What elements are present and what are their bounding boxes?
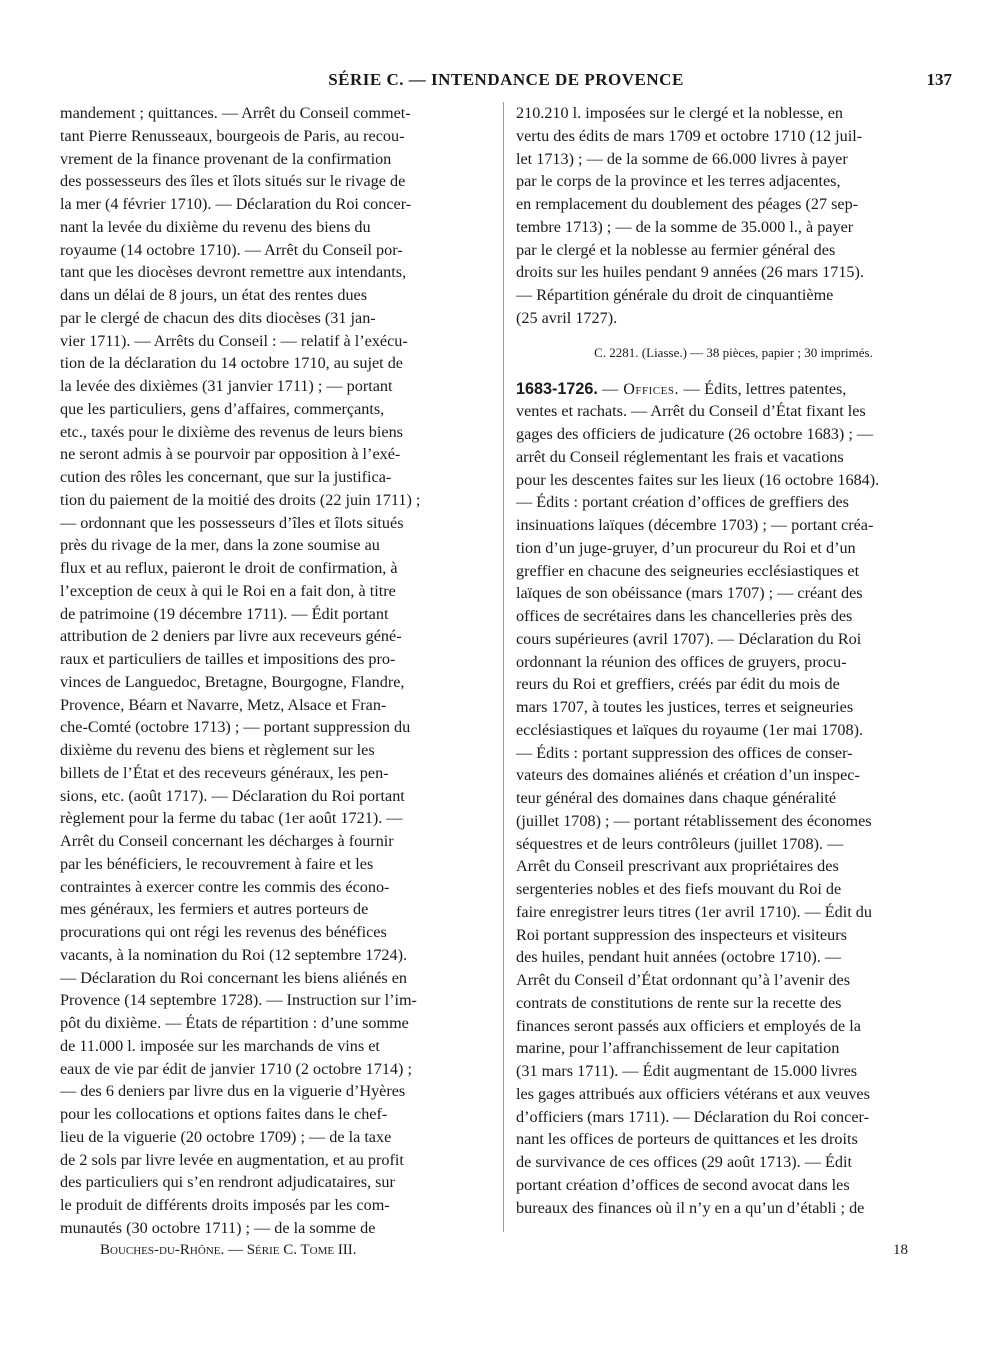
text-line: des particuliers qui s’en rendront adjudicataires, sur: [60, 1173, 395, 1192]
text-line: etc., taxés pour le dixième des revenus de leurs biens: [60, 422, 403, 441]
running-title: SÉRIE C. — INTENDANCE DE PROVENCE: [328, 70, 684, 89]
text-line: par le corps de la province et les terres adjacentes,: [516, 172, 841, 191]
entry-body: [516, 400, 951, 1219]
archive-reference: C. 2281. (Liasse.) — 38 pièces, papier ; 30 imprimés.: [594, 344, 873, 360]
text-line: — Édits : portant création d’offices de greffiers des: [516, 493, 849, 512]
text-line: Roi portant suppression des inspecteurs et visiteurs: [516, 925, 847, 944]
text-line: portant création d’offices de second avocat dans les: [516, 1175, 850, 1194]
text-line: nant la levée du dixième du revenu des biens du: [60, 217, 371, 236]
text-line: procurations qui ont régi les revenus des bénéfices: [60, 923, 387, 941]
entry-dates: 1683-1726.: [516, 379, 598, 398]
text-line: pour les collocations et options faites dans le chef-: [60, 1105, 388, 1123]
text-line: tion du paiement de la moitié des droits (22 juin 1711) ;: [60, 490, 421, 509]
text-line: Arrêt du Conseil d’État ordonnant qu’à l’avenir des: [516, 971, 850, 989]
text-line: (juillet 1708) ; — portant rétablissement des économes: [516, 811, 872, 830]
text-line: ventes et rachats. — Arrêt du Conseil d’État fixant les: [516, 402, 866, 421]
text-line: faire enregistrer leurs titres (1er avril 1710). — Édit du: [516, 902, 872, 921]
text-line: de patrimoine (19 décembre 1711). — Édit portant: [60, 604, 389, 623]
text-line: la mer (4 février 1710). — Déclaration du Roi concer-: [60, 195, 412, 213]
text-line: flux et au reflux, paieront le droit de confirmation, à: [60, 559, 398, 577]
text-line: tion d’un juge-gruyer, d’un procureur du Roi et d’un: [516, 538, 856, 557]
text-line: près du rivage de la mer, dans la zone soumise au: [60, 536, 380, 555]
text-line: vier 1711). — Arrêts du Conseil : — relatif à l’exécu-: [60, 331, 408, 350]
entry-subject: — Offices. —: [601, 379, 701, 398]
text-line: cution des rôles les concernant, que sur la justifica-: [60, 468, 392, 486]
text-line: Provence, Béarn et Navarre, Metz, Alsace et Fran-: [60, 695, 387, 714]
text-line: — ordonnant que les possesseurs d’îles et îlots situés: [60, 513, 404, 532]
text-line: mes généraux, les fermiers et autres porteurs de: [60, 900, 369, 919]
text-line: par le clergé et la noblesse au fermier général des: [516, 240, 836, 259]
text-line: les gages attribués aux officiers vétérans et aux veuves: [516, 1084, 870, 1103]
text-line: mandement ; quittances. — Arrêt du Conseil commet-: [60, 104, 411, 122]
text-line: de 2 sols par livre levée en augmentation, et au profit: [60, 1150, 404, 1169]
text-line: contraintes à exercer contre les commis des écono-: [60, 877, 390, 896]
text-line: vrement de la finance provenant de la confirmation: [60, 149, 392, 168]
text-line: reurs du Roi et greffiers, créés par édit du mois de: [516, 675, 840, 694]
page-footer: [100, 1242, 908, 1266]
text-line: let 1713) ; — de la somme de 66.000 livres à payer: [516, 149, 848, 168]
footer-volume: Bouches-du-Rhône. — Série C. Tome III.: [100, 1242, 357, 1258]
text-line: tion de la déclaration du 14 octobre 1710, au sujet de: [60, 354, 403, 373]
text-line: par les bénéficiers, le recouvrement à faire et les: [60, 854, 374, 873]
text-line: ne seront admis à se pourvoir par opposition à l’exé-: [60, 445, 401, 464]
text-line: mars 1707, à toutes les justices, terres et seigneuries: [516, 698, 854, 716]
text-line: le produit de différents droits imposés par les com-: [60, 1196, 390, 1214]
text-line: tant que les diocèses devront remettre aux intendants,: [60, 263, 407, 282]
text-line: cours supérieures (avril 1707). — Déclaration du Roi: [516, 629, 862, 648]
entry-heading-rest: Édits, lettres patentes,: [700, 379, 847, 398]
text-line: de 11.000 l. imposée sur les marchands de vins et: [60, 1036, 380, 1055]
text-line: laïques de son obéissance (mars 1707) ; — créant des: [516, 584, 863, 603]
text-line: pour les descentes faites sur les lieux (16 octobre 1684).: [516, 470, 880, 489]
text-line: dixième du revenu des biens et règlement sur les: [60, 741, 375, 759]
text-line: marine, pour l’affranchissement de leur capitation: [516, 1039, 840, 1058]
text-line: de survivance de ces offices (29 août 1713). — Édit: [516, 1153, 852, 1171]
page-number: 137: [926, 70, 952, 89]
text-line: vinces de Languedoc, Bretagne, Bourgogne, Flandre,: [60, 672, 405, 691]
text-line: royaume (14 octobre 1710). — Arrêt du Conseil por-: [60, 240, 403, 259]
text-line: gages des officiers de judicature (26 octobre 1683) ; —: [516, 425, 874, 443]
text-line: insinuations laïques (décembre 1703) ; — portant créa-: [516, 516, 874, 534]
left-column: [60, 102, 492, 1240]
text-line: eaux de vie par édit de janvier 1710 (2 octobre 1714) ;: [60, 1059, 412, 1078]
text-line: dans un délai de 8 jours, un état des rentes dues: [60, 286, 368, 304]
entry-heading-line: [516, 378, 951, 401]
text-line: Arrêt du Conseil concernant les décharges à fournir: [60, 832, 394, 850]
text-line: pôt du dixième. — États de répartition : d’une somme: [60, 1014, 409, 1032]
right-column: [516, 102, 951, 1219]
text-line: ecclésiastiques et laïques du royaume (1er mai 1708).: [516, 720, 864, 739]
footer-signature: 18: [893, 1242, 908, 1258]
text-line: offices de secrétaires dans les chancelleries près des: [516, 607, 853, 625]
text-line: che-Comté (octobre 1713) ; — portant suppression du: [60, 718, 411, 737]
text-line: teur général des domaines dans chaque généralité: [516, 789, 837, 807]
text-line: sions, etc. (août 1717). — Déclaration du Roi portant: [60, 786, 405, 805]
column-divider: [503, 102, 504, 1232]
text-line: nant les offices de porteurs de quittances et les droits: [516, 1130, 858, 1149]
text-line: — Déclaration du Roi concernant les biens aliénés en: [60, 968, 408, 987]
text-line: que les particuliers, gens d’affaires, commerçants,: [60, 399, 385, 418]
text-line: vertu des édits de mars 1709 et octobre 1710 (12 juil-: [516, 126, 863, 145]
text-line: arrêt du Conseil réglementant les frais et vacations: [516, 447, 844, 466]
text-line: tant Pierre Renusseaux, bourgeois de Paris, au recou-: [60, 126, 405, 145]
text-line: billets de l’État et des receveurs généraux, les pen-: [60, 763, 389, 782]
text-line: munautés (30 octobre 1711) ; — de la somme de: [60, 1218, 376, 1237]
text-line: bureaux des finances où il n’y en a qu’un d’établi ; de: [516, 1198, 865, 1217]
text-line: l’exception de ceux à qui le Roi en a fait don, à titre: [60, 581, 396, 600]
text-line: des possesseurs des îles et îlots situés sur le rivage de: [60, 172, 406, 191]
text-line: — Répartition générale du droit de cinquantième: [516, 286, 834, 304]
text-line: Arrêt du Conseil prescrivant aux propriétaires des: [516, 857, 839, 876]
text-line: des huiles, pendant huit années (octobre 1710). —: [516, 948, 842, 967]
text-line: en remplacement du doublement des péages (27 sep-: [516, 195, 859, 213]
text-line: sergenteries nobles et des fiefs mouvant du Roi de: [516, 880, 842, 898]
text-line: d’officiers (mars 1711). — Déclaration du Roi concer-: [516, 1107, 869, 1126]
text-line: vacants, à la nomination du Roi (12 septembre 1724).: [60, 945, 408, 964]
text-line: raux et particuliers de tailles et impositions des pro-: [60, 650, 396, 668]
text-line: (31 mars 1711). — Édit augmentant de 15.000 livres: [516, 1062, 858, 1080]
text-line: finances seront passés aux officiers et employés de la: [516, 1016, 861, 1035]
text-line: (25 avril 1727).: [516, 308, 618, 327]
text-line: règlement pour la ferme du tabac (1er août 1721). —: [60, 809, 403, 828]
text-line: la levée des dixièmes (31 janvier 1711) ; — portant: [60, 377, 393, 395]
page-header: [60, 70, 952, 98]
text-line: greffier en chacune des seigneuries ecclésiastiques et: [516, 561, 860, 580]
text-line: droits sur les huiles pendant 9 années (26 mars 1715).: [516, 263, 864, 282]
text-line: attribution de 2 deniers par livre aux receveurs géné-: [60, 627, 402, 646]
text-line: contrats de constitutions de rente sur la recette des: [516, 993, 842, 1012]
right-column-continuation: [516, 102, 951, 330]
text-line: séquestres et de leurs contrôleurs (juillet 1708). —: [516, 834, 844, 853]
text-line: lieu de la viguerie (20 octobre 1709) ; — de la taxe: [60, 1127, 392, 1146]
text-line: tembre 1713) ; — de la somme de 35.000 l., à payer: [516, 217, 854, 236]
text-line: ordonnant la réunion des offices de gruyers, procu-: [516, 652, 847, 671]
text-line: Provence (14 septembre 1728). — Instruction sur l’im-: [60, 991, 417, 1010]
text-line: par le clergé de chacun des dits diocèses (31 jan-: [60, 308, 376, 327]
text-line: vateurs des domaines aliénés et création d’un inspec-: [516, 766, 860, 785]
text-line: — Édits : portant suppression des offices de conser-: [516, 743, 853, 762]
text-line: — des 6 deniers par livre dus en la viguerie d’Hyères: [60, 1082, 406, 1101]
text-line: 210.210 l. imposées sur le clergé et la noblesse, en: [516, 104, 843, 122]
